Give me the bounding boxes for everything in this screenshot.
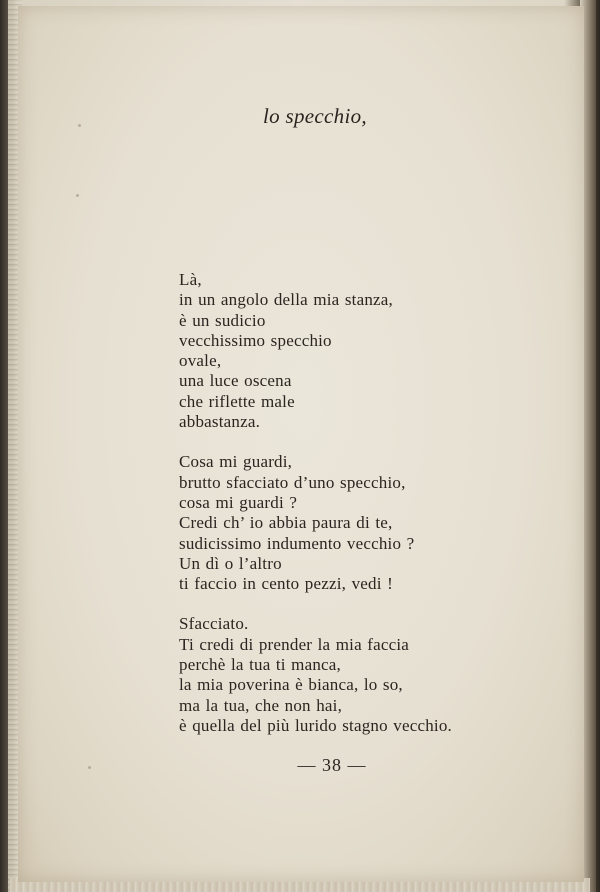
poem-line: una luce oscena xyxy=(179,371,292,391)
poem-line: Ti credi di prender la mia faccia xyxy=(179,634,410,654)
poem-line: in un angolo della mia stanza, xyxy=(179,290,393,310)
poem-line: è un sudicio xyxy=(179,310,266,330)
stanza-2 xyxy=(179,452,452,594)
poem-line: Là, xyxy=(179,270,202,289)
poem-line: perchè la tua ti manca, xyxy=(179,655,341,675)
poem-line: ovale, xyxy=(179,351,222,371)
stanza-3 xyxy=(179,614,452,736)
poem-line: sudicissimo indumento vecchio ? xyxy=(179,533,415,553)
poem-line: Un dì o l’altro xyxy=(179,553,282,573)
stanza-1 xyxy=(179,270,452,432)
poem-line: Credi ch’ io abbia paura di te, xyxy=(179,513,393,533)
poem-line: cosa mi guardi ? xyxy=(179,492,298,512)
poem-line: Sfacciato. xyxy=(179,614,249,634)
stanza-gap xyxy=(179,432,452,452)
poem-line: è quella del più lurido stagno vecchio. xyxy=(179,715,452,735)
poem-line: abbastanza. xyxy=(179,412,261,432)
poem-line: brutto sfacciato d’uno specchio, xyxy=(179,472,406,492)
stanza-gap xyxy=(179,594,452,614)
poem-body xyxy=(179,270,452,736)
poem-title: lo specchio, xyxy=(263,104,367,128)
paper-speck xyxy=(76,194,79,197)
poem-line: vecchissimo specchio xyxy=(179,330,332,350)
page-number: — 38 — xyxy=(297,755,367,775)
poem-line: Cosa mi guardi, xyxy=(179,452,293,472)
poem-line: ti faccio in cento pezzi, vedi ! xyxy=(179,574,393,594)
poem-line: che riflette male xyxy=(179,391,295,411)
poem-line: la mia poverina è bianca, lo so, xyxy=(179,675,403,695)
poem-line: ma la tua, che non hai, xyxy=(179,695,343,715)
